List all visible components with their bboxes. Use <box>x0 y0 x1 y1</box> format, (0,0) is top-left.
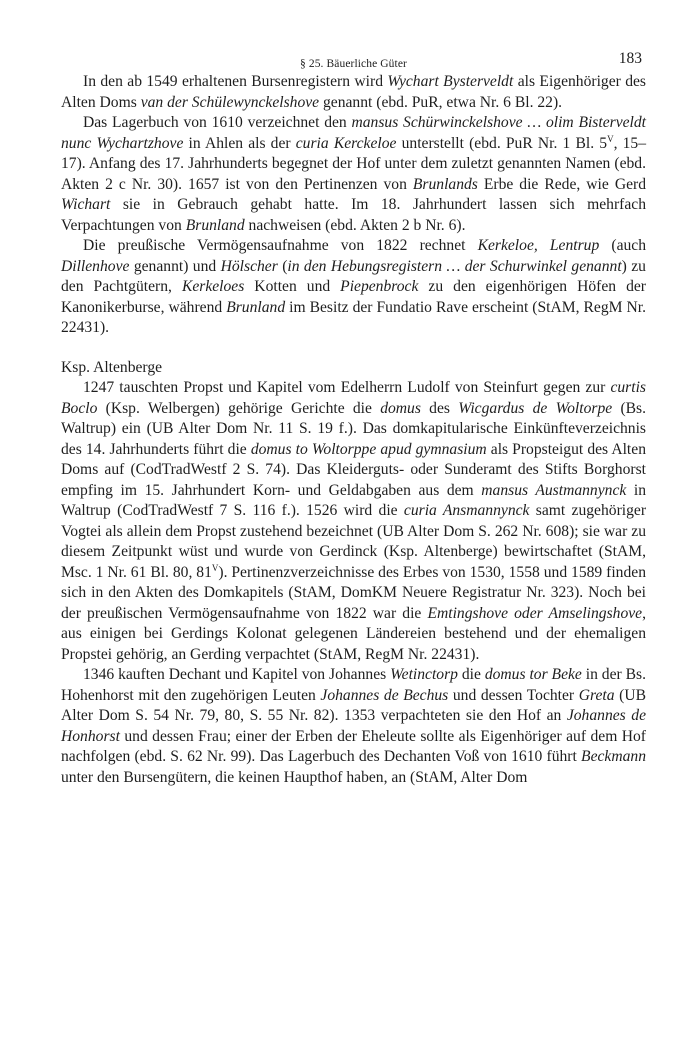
name-mansus-schuerwinckelshove: mansus Schürwinckelshove … olim Bisterveldt nunc Wychartzhove <box>61 114 646 152</box>
name-brunland-2: Brunland <box>226 298 286 316</box>
name-kerkeloe-lentrup: Kerkeloe, Lentrup <box>477 237 600 254</box>
running-head: § 25. Bäuerliche Güter <box>300 58 407 70</box>
document-page <box>61 40 646 788</box>
paragraph-altenberge-1247: 1247 tauschten Propst und Kapitel vom Edelherrn Ludolf von Steinfurt gegen zur curtis Boclo (Ksp. Welbergen) gehörige Gerichte die domus des Wicgardus de Woltorpe (Bs. Waltrup) ein (UB Alter Dom Nr. 11 S. 19 f.). Das domkapitularische Einkünfteverzeichnis des 14. Jahrhunderts führt die domus to Woltorppe apud gymnasium als Propsteigut des Alten Doms auf (CodTradWestf 2 S. 74). Das Kleiderguts- oder Sunderamt des Stifts Borghorst empfing im 15. Jahrhundert Korn- und Geldabgaben aus dem mansus Austmannynck in Waltrup (CodTradWestf 7 S. 116 f.). 1526 wird die curia Ansmannynck samt zugehöriger Vogtei als allein dem Propst zustehend bezeichnet (UB Alter Dom S. 262 Nr. 608); sie war zu diesem Zeitpunkt wüst und wurde von Gerdinck (Ksp. Altenberge) bewirtschaftet (StAM, Msc. 1 Nr. 61 Bl. 80, $81^V$). Pertinenzverzeichnisse des Erbes von 1530, 1558 und 1589 finden sich in den Akten des Domkapitels (StAM, DomKM Neuere Registratur Nr. 323). Noch bei der preußischen Vermögensaufnahme von 1822 war die Emtingshove oder Amselingshove, aus einigen bei Gerdings Kolonat gelegenen Ländereien bestehend und der ehemaligen Propstei gehörig, an Gerding verpachtet (StAM, RegM Nr. 22431). <box>61 379 647 663</box>
name-domus-tor-beke: domus tor Beke <box>484 666 582 683</box>
name-wicgardus-de-woltorpe: Wicgardus de Woltorpe <box>458 399 613 417</box>
name-johannes-de-bechus: Johannes de Bechus <box>320 686 449 704</box>
name-emtingshove: Emtingshove oder Amselingshove <box>427 604 643 622</box>
name-johannes-de-honhorst: Johannes de Honhorst <box>61 707 646 745</box>
name-wychart-bysterveldt: Wychart Bysterveldt <box>387 73 514 90</box>
name-wetinctorp: Wetinctorp <box>390 666 458 683</box>
paragraph-bursenregister: In den ab 1549 erhaltenen Bursenregistern wird Wychart Bysterveldt als Eigenhöriger des Alten Doms van der Schülewynckelshove genannt (ebd. PuR, etwa Nr. 6 Bl. 22). <box>61 73 647 111</box>
name-mansus-austmannynck: mansus Austmannynck <box>481 481 627 499</box>
name-curtis-boclo: curtis Boclo <box>61 379 646 417</box>
name-piepenbrock: Piepenbrock <box>340 278 419 295</box>
page-number: 183 <box>618 50 642 67</box>
name-domus-to-woltorppe: domus to Woltorppe apud gymnasium <box>250 440 487 458</box>
paragraph-vermoegensaufnahme-1822: Die preußische Vermögensaufnahme von 1822 rechnet Kerkeloe, Lentrup (auch Dillenhove genannt) und Hölscher (in den Hebungsregistern … der Schurwinkel genannt) zu den Pachtgütern, Kerkeloes Kotten und Piepenbrock zu den eigenhörigen Höfen der Kanonikerburse, während Brunland im Besitz der Fundatio Rave erscheint (StAM, RegM Nr. 22431). <box>61 237 647 336</box>
name-curia-kerckeloe: curia Kerckeloe <box>295 134 397 152</box>
name-schuelewynckelshove: van der Schülewynckelshove <box>140 93 320 111</box>
name-kerkeloes: Kerkeloes <box>181 278 245 295</box>
superscript-verso-2: V <box>211 562 219 573</box>
paragraph-lagerbuch-1610: Das Lagerbuch von 1610 verzeichnet den mansus Schürwinckelshove … olim Bisterveldt nunc Wychartzhove in Ahlen als der curia Kerckeloe unterstellt (ebd. PuR Nr. 1 Bl. $5^V$, 15–17). Anfang des 17. Jahrhunderts begegnet der Hof unter dem zuletzt genannten Namen (ebd. Akten 2 c Nr. 30). 1657 ist von den Pertinenzen von Brunlands Erbe die Rede, wie Gerd Wichart sie in Gebrauch gehabt hatte. Im 18. Jahrhundert lassen sich mehrfach Verpachtungen von Brunland nachweisen (ebd. Akten 2 b Nr. 6). <box>61 114 647 234</box>
name-greta: Greta <box>578 686 615 704</box>
name-dillenhove: Dillenhove <box>61 257 130 275</box>
name-brunlands: Brunlands <box>412 175 478 193</box>
term-domus: domus <box>380 399 421 417</box>
name-hoelscher: Hölscher <box>220 257 278 275</box>
paragraph-altenberge-1346: 1346 kauften Dechant und Kapitel von Johannes Wetinctorp die domus tor Beke in der Bs. Hohenhorst mit den zugehörigen Leuten Johannes de Bechus und dessen Tochter Greta (UB Alter Dom S. 54 Nr. 79, 80, S. 55 Nr. 82). 1353 verpachteten sie den Hof an Johannes de Honhorst und dessen Frau; einer der Erben der Eheleute sollte als Eigenhöriger auf dem Hof nachfolgen (ebd. S. 62 Nr. 99). Das Lagerbuch des Dechanten Voß von 1610 führt Beckmann unter den Bursengütern, die keinen Haupthof haben, an (StAM, Alter Dom <box>61 666 646 786</box>
section-heading: Ksp. Altenberge <box>61 358 163 376</box>
name-curia-ansmannynck: curia Ansmannynck <box>403 502 530 519</box>
page-header <box>61 40 646 72</box>
name-beckmann: Beckmann <box>581 748 646 765</box>
name-brunland: Brunland <box>185 216 245 234</box>
superscript-verso: V <box>607 133 614 144</box>
name-wichart: Wichart <box>61 196 111 213</box>
quote-hebungsregister: in den Hebungsregistern … der Schurwinkel genannt <box>287 257 622 275</box>
